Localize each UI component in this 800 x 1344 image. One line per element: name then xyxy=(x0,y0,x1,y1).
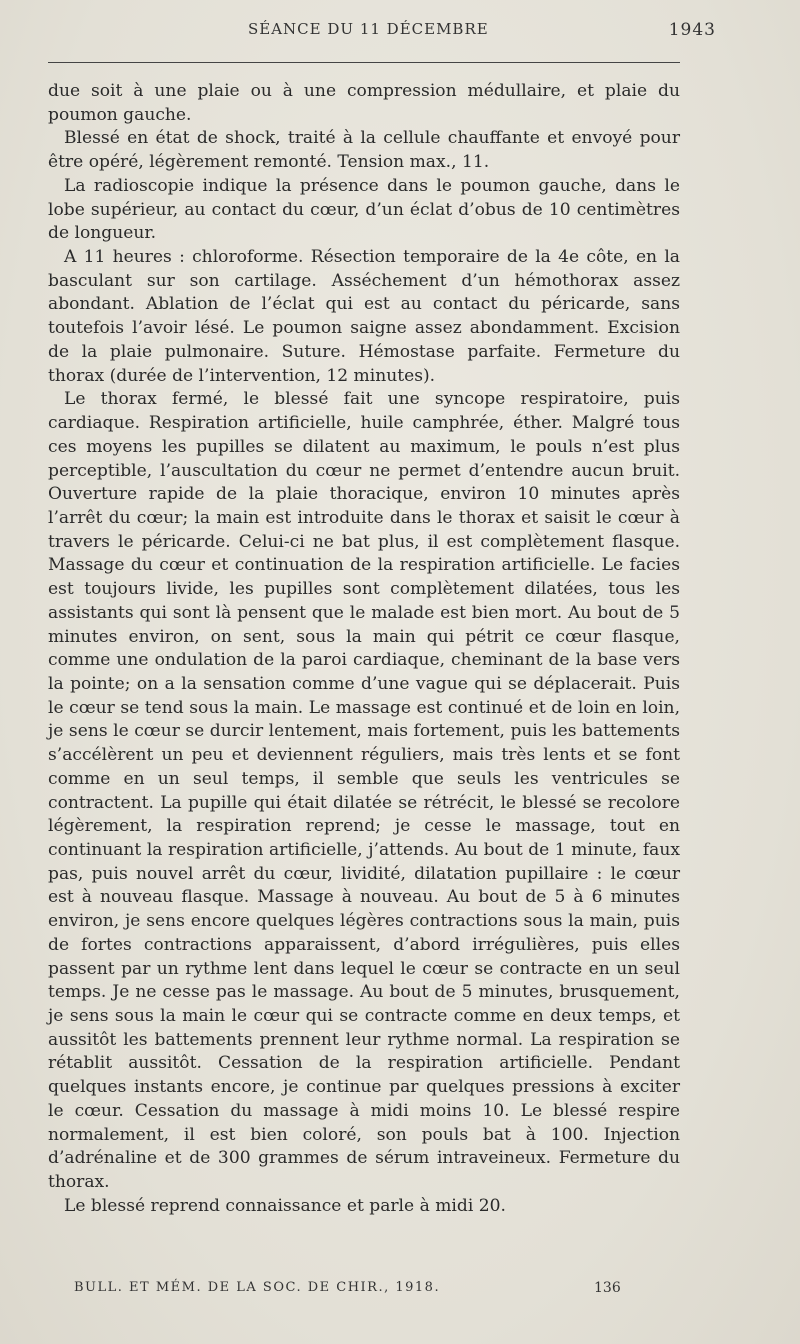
running-head xyxy=(48,18,716,44)
paragraph: Blessé en état de shock, traité à la cellule chauffante et envoyé pour être opéré, légèrement remonté. Tension max., 11. xyxy=(48,128,680,173)
paragraph: due soit à une plaie ou à une compression médullaire, et plaie du poumon gauche. xyxy=(48,81,680,125)
sheet-number: 136 xyxy=(594,1280,621,1296)
running-head-title: SÉANCE DU 11 DÉCEMBRE xyxy=(248,20,489,38)
header-rule xyxy=(48,62,680,63)
paragraph: Le thorax fermé, le blessé fait une syncope respiratoire, puis cardiaque. Respiration artificielle, huile camphrée, éther. Malgré tous ces moyens les pupilles se dilatent au maximum, le pouls n’est plus perceptible, l’auscultation du cœur ne permet d’entendre aucun bruit. Ouverture rapide de la plaie thoracique, environ 10 minutes après l’arrêt du cœur; la main est introduite dans le thorax et saisit le cœur à travers le péricarde. Celui-ci ne bat plus, il est complètement flasque. Massage du cœur et continuation de la respiration artificielle. Le facies est toujours livide, les pupilles sont complètement dilatées, tous les assistants qui sont là pensent que le malade est bien mort. Au bout de 5 minutes environ, on sent, sous la main qui pétrit ce cœur flasque, comme une ondulation de la paroi cardiaque, cheminant de la base vers la pointe; on a la sensation comme d’une vague qui se déplacerait. Puis le cœur se tend sous la main. Le massage est continué et de loin en loin, je sens le cœur se durcir lentement, mais fortement, puis les battements s’accélèrent un peu et deviennent réguliers, mais très lents et se font comme en un seul temps, il semble que seuls les ventricules se contractent. La pupille qui était dilatée se rétrécit, le blessé se recolore légèrement, la respiration reprend; je cesse le massage, tout en continuant la respiration artificielle, j’attends. Au bout de 1 minute, faux pas, puis nouvel arrêt du cœur, lividité, dilatation pupillaire : le cœur est à nouveau flasque. Massage à nouveau. Au bout de 5 à 6 minutes environ, je sens encore quelques légères contractions sous la main, puis de fortes contractions apparaissent, d’abord irrégulières, puis elles passent par un rythme lent dans lequel le cœur se contracte en un seul temps. Je ne cesse pas le massage. Au bout de 5 minutes, brusquement, je sens sous la main le cœur qui se contracte comme en deux temps, et aussitôt les battements prennent leur rythme normal. La respiration se rétablit aussitôt. Cessation de la respiration artificielle. Pendant quelques instants encore, je continue par quelques pressions à exciter le cœur. Cessation du massage à midi moins 10. Le blessé respire normalement, il est bien coloré, son pouls bat à 100. Injection d’adrénaline et de 300 grammes de sérum intraveineux. Fermeture du thorax. xyxy=(48,389,680,1193)
footer-citation: BULL. ET MÉM. DE LA SOC. DE CHIR., 1918. xyxy=(74,1280,441,1295)
footer xyxy=(74,1280,634,1295)
page-number: 1943 xyxy=(668,20,716,40)
paragraph: La radioscopie indique la présence dans le poumon gauche, dans le lobe supérieur, au contact du cœur, d’un éclat d’obus de 10 centimètres de longueur. xyxy=(48,175,680,244)
paragraph: Le blessé reprend connaissance et parle à midi 20. xyxy=(64,1195,506,1216)
paragraph: A 11 heures : chloroforme. Résection temporaire de la 4e côte, en la basculant sur son cartilage. Asséchement d’un hémothorax assez abondant. Ablation de l’éclat qui est au contact du péricarde, sans toutefois l’avoir lésé. Le poumon saigne assez abondamment. Excision de la plaie pulmonaire. Suture. Hémostase parfaite. Fermeture du thorax (durée de l’intervention, 12 minutes). xyxy=(48,247,680,386)
body-text xyxy=(48,80,680,1219)
